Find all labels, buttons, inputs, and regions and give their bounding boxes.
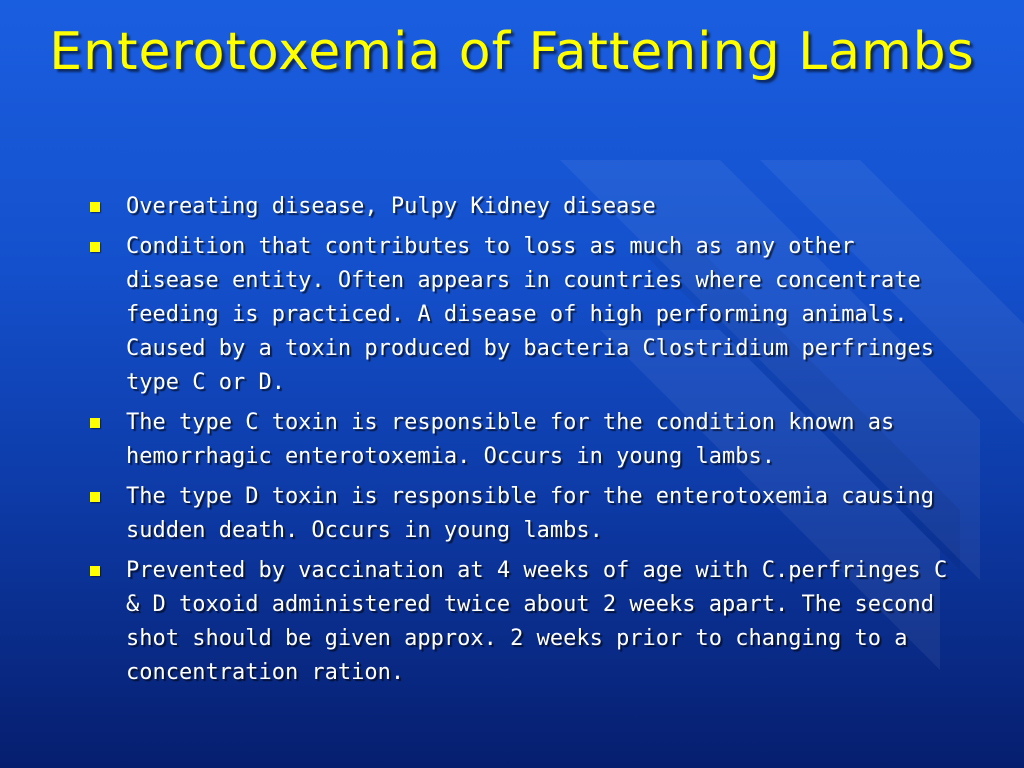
bullet-text: The type C toxin is responsible for the condition known as hemorrhagic enterotoxemia. Occurs in young lambs. xyxy=(126,410,895,469)
bullet-item xyxy=(84,554,954,690)
bullet-text: Prevented by vaccination at 4 weeks of age with C.perfringes C & D toxoid administered twice about 2 weeks apart. The second shot should be given approx. 2 weeks prior to changing to a concentration ration. xyxy=(126,558,948,685)
bullet-list xyxy=(84,190,954,696)
square-bullet-icon xyxy=(90,418,100,428)
square-bullet-icon xyxy=(90,492,100,502)
bullet-text: The type D toxin is responsible for the enterotoxemia causing sudden death. Occurs in young lambs. xyxy=(126,484,934,543)
bullet-item xyxy=(84,230,954,400)
square-bullet-icon xyxy=(90,202,100,212)
square-bullet-icon xyxy=(90,242,100,252)
bullet-item xyxy=(84,480,954,548)
bullet-item xyxy=(84,190,954,224)
bullet-text: Overeating disease, Pulpy Kidney disease xyxy=(126,194,656,219)
square-bullet-icon xyxy=(90,566,100,576)
bullet-text: Condition that contributes to loss as much as any other disease entity. Often appears in countries where concentrate feeding is practiced. A disease of high performing animals. Caused by a toxin produced by bacteria Clostridium perfringes type C or D. xyxy=(126,234,934,395)
bullet-item xyxy=(84,406,954,474)
slide-title: Enterotoxemia of Fattening Lambs xyxy=(49,22,975,82)
